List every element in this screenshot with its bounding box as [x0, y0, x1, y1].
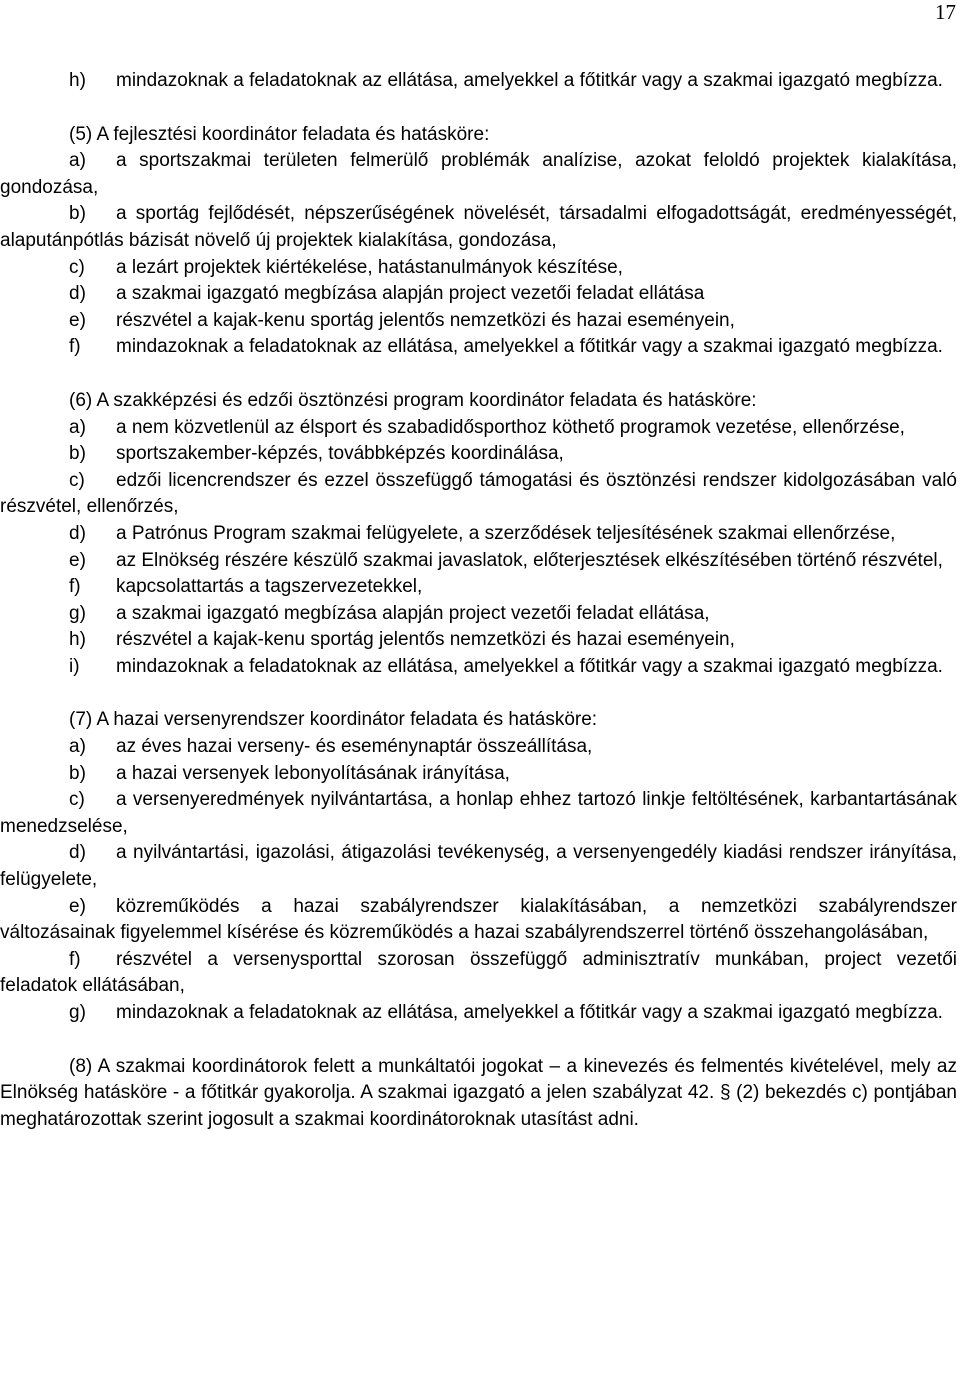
list-item-text: a hazai versenyek lebonyolításának irányítása,: [116, 762, 510, 784]
section-heading: (7) A hazai versenyrendszer koordinátor feladata és hatásköre:: [69, 709, 598, 731]
list-item-text: részvétel a kajak-kenu sportág jelentős nemzetközi és hazai eseményein,: [116, 629, 735, 651]
section-heading: (5) A fejlesztési koordinátor feladata és hatásköre:: [69, 123, 490, 145]
list-item-text: mindazoknak a feladatoknak az ellátása, amelyekkel a főtitkár vagy a szakmai igazgató megbízza.: [116, 655, 943, 677]
list-item-text: a Patrónus Program szakmai felügyelete, a szerződések teljesítésének szakmai ellenőrzése,: [116, 522, 896, 544]
list-item-text: mindazoknak a feladatoknak az ellátása, amelyekkel a főtitkár vagy a szakmai igazgató megbízza.: [116, 336, 943, 358]
list-item-text: részvétel a versenysporttal szorosan összefüggő adminisztratív munkában, project vezetői feladatok ellátásában,: [0, 948, 957, 997]
list-item-text: sportszakember-képzés, továbbképzés koordinálása,: [116, 443, 564, 465]
list-item-marker: h): [69, 629, 86, 651]
section: [0, 388, 957, 681]
list-item: [0, 468, 957, 521]
list-item-marker: d): [69, 283, 86, 305]
list-item: [0, 148, 957, 201]
list-item-marker: a): [69, 736, 86, 758]
list-item-text: a lezárt projektek kiértékelése, hatástanulmányok készítése,: [116, 256, 623, 278]
list-item-text: közreműködés a hazai szabályrendszer kialakításában, a nemzetközi szabályrendszer változásainak figyelemmel kísérése és közreműködés a hazai szabályrendszerrel történő összehangolásában,: [0, 895, 957, 944]
list-item-marker: d): [69, 842, 86, 864]
list-item: [0, 654, 957, 681]
list-item: [0, 601, 957, 628]
section: [0, 707, 957, 1026]
list-item: [0, 308, 957, 335]
list-item-text: mindazoknak a feladatoknak az ellátása, amelyekkel a főtitkár vagy a szakmai igazgató megbízza.: [116, 1002, 943, 1023]
section: [0, 68, 957, 95]
list-item-marker: c): [69, 469, 85, 491]
list-item-marker: b): [69, 762, 86, 784]
list-item: [0, 627, 957, 654]
list-item: [0, 840, 957, 893]
list-item-marker: f): [69, 336, 81, 358]
list-item: [0, 415, 957, 442]
document-body: [0, 68, 957, 1133]
section-heading: (6) A szakképzési és edzői ösztönzési program koordinátor feladata és hatásköre:: [69, 389, 757, 411]
list-item-marker: f): [69, 576, 81, 598]
list-item-marker: e): [69, 895, 86, 917]
list-item-text: a szakmai igazgató megbízása alapján project vezetői feladat ellátása,: [116, 602, 710, 624]
list-item-marker: f): [69, 948, 81, 970]
list-item-marker: d): [69, 522, 86, 544]
list-item-marker: c): [69, 789, 85, 811]
list-item-text: edzői licencrendszer és ezzel összefüggő támogatási és ösztönzési rendszer kidolgozásában való részvétel, ellenőrzés,: [0, 469, 957, 518]
list-item-text: a versenyeredmények nyilvántartása, a honlap ehhez tartozó linkje feltöltésének, karbantartásának menedzselése,: [0, 789, 957, 837]
list-item-marker: a): [69, 150, 86, 172]
section: [0, 122, 957, 361]
list-item: [0, 521, 957, 548]
list-item-text: részvétel a kajak-kenu sportág jelentős nemzetközi és hazai eseményein,: [116, 309, 735, 331]
list-item-marker: a): [69, 416, 86, 438]
list-item-marker: g): [69, 1002, 86, 1023]
page-number: 17: [935, 0, 956, 24]
list-item: [0, 201, 957, 254]
list-item-marker: b): [69, 443, 86, 465]
list-item-marker: c): [69, 256, 85, 278]
list-item-text: a sportszakmai területen felmerülő problémák analízise, azokat feloldó projektek kialakítása, gondozása,: [0, 150, 957, 198]
list-item-marker: b): [69, 203, 86, 225]
list-item: [0, 787, 957, 840]
list-item-text: az éves hazai verseny- és eseménynaptár összeállítása,: [116, 736, 593, 758]
section-paragraph: (8) A szakmai koordinátorok felett a munkáltatói jogokat – a kinevezés és felmentés kivételével, mely az Elnökség hatásköre - a főtitkár gyakorolja. A szakmai igazgató a jelen szabályzat 42. § (2) bekezdés c) pontjában meghatározottak szerint jogosult a szakmai koordinátoroknak utasítást adni.: [0, 1055, 957, 1130]
list-item: [0, 894, 957, 947]
list-item-text: a nyilvántartási, igazolási, átigazolási tevékenység, a versenyengedély kiadási rendszer irányítása, felügyelete,: [0, 842, 957, 891]
list-item: [0, 734, 957, 761]
list-item-marker: h): [69, 70, 86, 91]
list-item-marker: e): [69, 309, 86, 331]
list-item: [0, 574, 957, 601]
list-item-text: a nem közvetlenül az élsport és szabadidősporthoz köthető programok vezetése, ellenőrzése,: [116, 416, 905, 438]
list-item: [0, 548, 957, 575]
list-item-text: mindazoknak a feladatoknak az ellátása, amelyekkel a főtitkár vagy a szakmai igazgató megbízza.: [116, 70, 943, 91]
list-item: [0, 281, 957, 308]
list-item-text: a sportág fejlődését, népszerűségének növelését, társadalmi elfogadottságát, eredményességét, alaputánpótlás bázisát növelő új projektek kialakítása, gondozása,: [0, 203, 957, 251]
section: [0, 1054, 957, 1134]
list-item: [0, 1000, 957, 1027]
list-item: [0, 334, 957, 361]
list-item-marker: g): [69, 602, 86, 624]
list-item-marker: i): [69, 655, 80, 677]
list-item-text: az Elnökség részére készülő szakmai javaslatok, előterjesztések elkészítésében történő részvétel,: [116, 549, 943, 571]
list-item: [0, 761, 957, 788]
list-item: [0, 255, 957, 282]
list-item-marker: e): [69, 549, 86, 571]
list-item: [0, 947, 957, 1000]
list-item: [0, 441, 957, 468]
list-item-text: kapcsolattartás a tagszervezetekkel,: [116, 576, 423, 598]
list-item: [0, 68, 957, 95]
list-item-text: a szakmai igazgató megbízása alapján project vezetői feladat ellátása: [116, 283, 705, 305]
